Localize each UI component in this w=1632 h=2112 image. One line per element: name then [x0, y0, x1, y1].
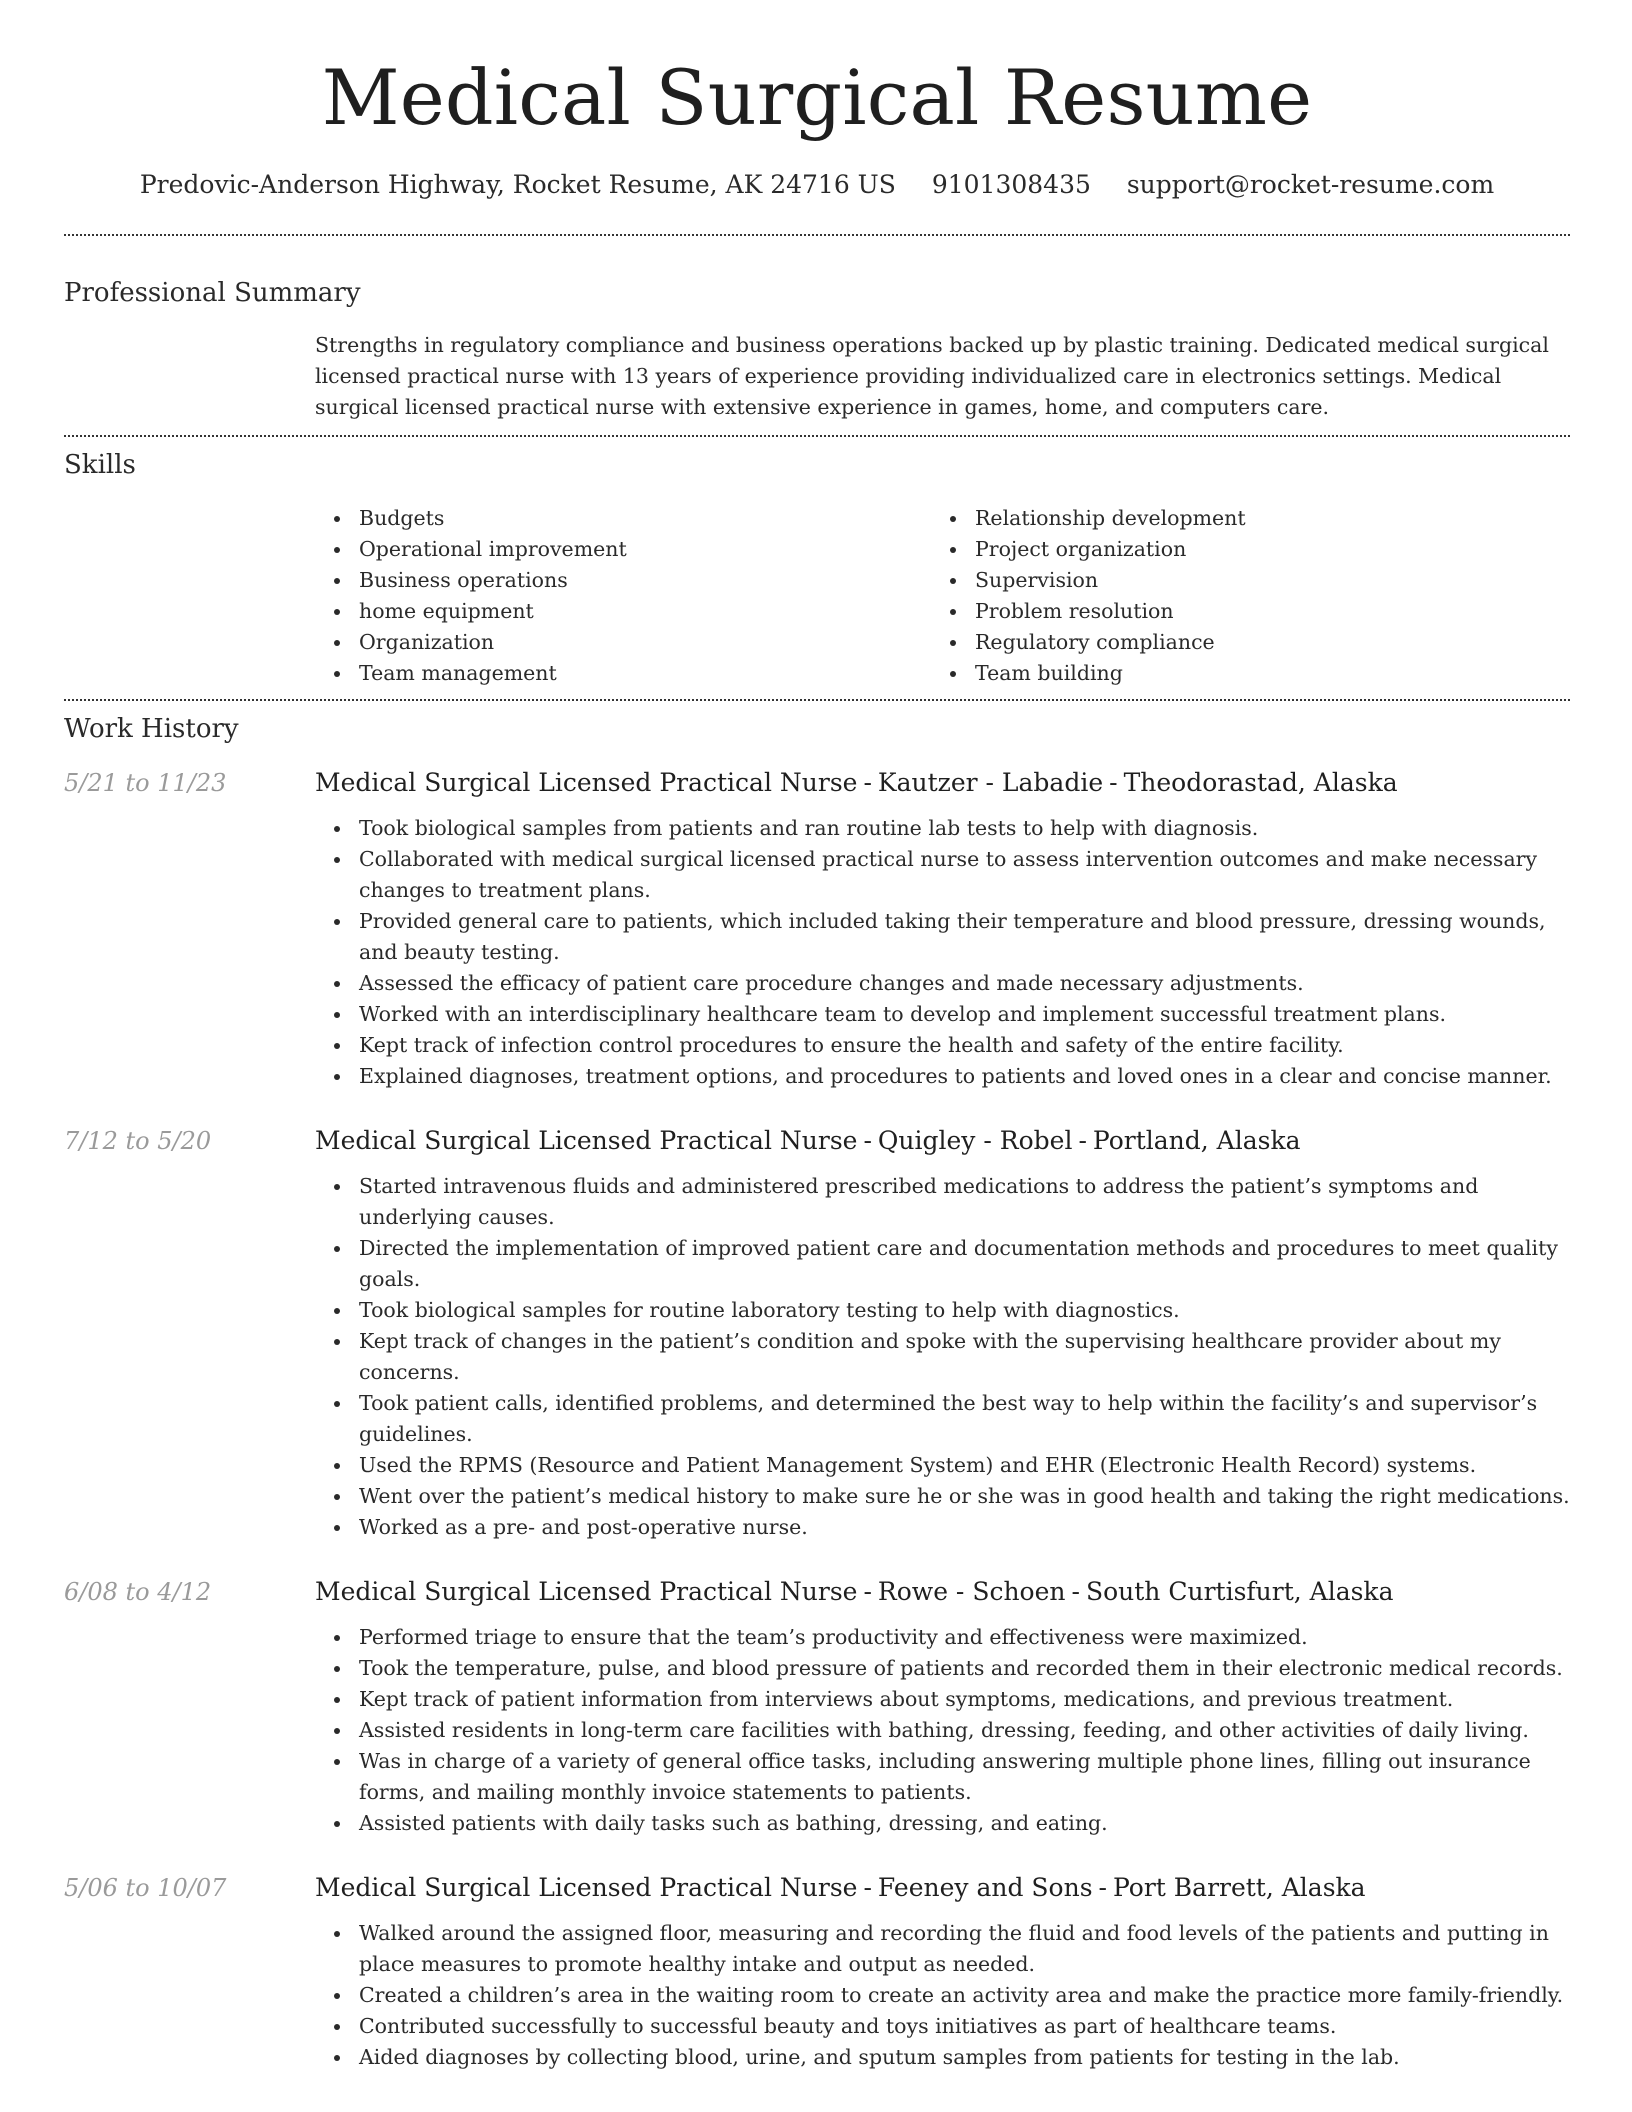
job-bullet: Explained diagnoses, treatment options, and procedures to patients and loved ones in a clear and concise manner. [315, 1061, 1570, 1092]
job-dates: 6/08 to 4/12 [64, 1578, 212, 1606]
job-heading: Medical Surgical Licensed Practical Nurse - Feeney and Sons - Port Barrett, Alaska [315, 1873, 1366, 1902]
job-bullet: Provided general care to patients, which included taking their temperature and blood pressure, dressing wounds, and beauty testing. [315, 906, 1570, 968]
skill-item: Problem resolution [931, 596, 1547, 627]
job-title: Medical Surgical Licensed Practical Nurse [315, 1577, 858, 1606]
job-company: Rowe - Schoen [877, 1577, 1066, 1606]
job-bullet: Took the temperature, pulse, and blood pressure of patients and recorded them in their electronic medical records. [315, 1653, 1570, 1684]
summary-text: Strengths in regulatory compliance and business operations backed up by plastic training. Dedicated medical surgical licensed practical nurse with 13 years of experience providing individualized care in electronics settings. Medical surgical licensed practical nurse with extensive experience in games, home, and computers care. [315, 333, 1549, 419]
contact-line [64, 168, 1570, 202]
job-bullet: Contributed successfully to successful beauty and toys initiatives as part of healthcare teams. [315, 2011, 1570, 2042]
skill-item: Budgets [315, 503, 931, 534]
job-entry [64, 1872, 1570, 2073]
job-bullet: Kept track of patient information from interviews about symptoms, medications, and previous treatment. [315, 1684, 1570, 1715]
job-bullets [315, 1622, 1570, 1839]
job-bullet: Used the RPMS (Resource and Patient Management System) and EHR (Electronic Health Record) systems. [315, 1450, 1570, 1481]
skill-item: Operational improvement [315, 534, 931, 565]
section-heading-skills: Skills [64, 450, 136, 480]
skill-item: Business operations [315, 565, 931, 596]
job-bullet: Assisted patients with daily tasks such as bathing, dressing, and eating. [315, 1808, 1570, 1839]
job-bullet: Aided diagnoses by collecting blood, urine, and sputum samples from patients for testing in the lab. [315, 2042, 1570, 2073]
job-company: Feeney and Sons [877, 1873, 1093, 1902]
job-bullet: Took biological samples from patients and ran routine lab tests to help with diagnosis. [315, 813, 1570, 844]
job-dates: 5/21 to 11/23 [64, 769, 227, 797]
job-location: South Curtisfurt, Alaska [1085, 1577, 1394, 1606]
job-company: Kautzer - Labadie [877, 768, 1104, 797]
job-bullet: Assessed the efficacy of patient care procedure changes and made necessary adjustments. [315, 968, 1570, 999]
skill-item: Regulatory compliance [931, 627, 1547, 658]
job-bullet: Collaborated with medical surgical licensed practical nurse to assess intervention outcomes and make necessary changes to treatment plans. [315, 844, 1570, 906]
job-bullet: Was in charge of a variety of general office tasks, including answering multiple phone lines, filling out insurance forms, and mailing monthly invoice statements to patients. [315, 1746, 1570, 1808]
job-location: Theodorastad, Alaska [1123, 768, 1398, 797]
job-location: Portland, Alaska [1092, 1126, 1301, 1155]
job-bullet: Took biological samples for routine laboratory testing to help with diagnostics. [315, 1295, 1570, 1326]
skills-column-left [315, 503, 931, 689]
job-title: Medical Surgical Licensed Practical Nurse [315, 1126, 858, 1155]
job-bullets [315, 1918, 1570, 2073]
job-bullet: Directed the implementation of improved patient care and documentation methods and procedures to meet quality goals. [315, 1233, 1570, 1295]
job-bullet: Took patient calls, identified problems, and determined the best way to help within the facility’s and supervisor’s guidelines. [315, 1388, 1570, 1450]
skill-item: Organization [315, 627, 931, 658]
job-bullet: Walked around the assigned floor, measuring and recording the fluid and food levels of the patients and putting in place measures to promote healthy intake and output as needed. [315, 1918, 1570, 1980]
divider [64, 699, 1570, 701]
job-heading: Medical Surgical Licensed Practical Nurse - Kautzer - Labadie - Theodorastad, Alaska [315, 768, 1398, 797]
job-company: Quigley - Robel [877, 1126, 1073, 1155]
skill-item: Team building [931, 658, 1547, 689]
job-bullet: Went over the patient’s medical history to make sure he or she was in good health and taking the right medications. [315, 1481, 1570, 1512]
skill-item: Team management [315, 658, 931, 689]
job-bullet: Kept track of infection control procedures to ensure the health and safety of the entire facility. [315, 1030, 1570, 1061]
skills-list [315, 503, 1570, 689]
job-bullet: Started intravenous fluids and administered prescribed medications to address the patient’s symptoms and underlying causes. [315, 1171, 1570, 1233]
skill-item: Project organization [931, 534, 1547, 565]
job-bullets [315, 813, 1570, 1092]
job-dates: 7/12 to 5/20 [64, 1127, 212, 1155]
skills-column-right [931, 503, 1547, 689]
divider [64, 234, 1570, 236]
work-history-section [64, 713, 1570, 2073]
section-heading-work-history: Work History [64, 714, 239, 744]
job-dates: 5/06 to 10/07 [64, 1874, 227, 1902]
contact-address: Predovic-Anderson Highway, Rocket Resume, AK 24716 US [139, 170, 896, 199]
skill-item: home equipment [315, 596, 931, 627]
job-entry [64, 1125, 1570, 1543]
job-bullet: Worked as a pre- and post-operative nurse. [315, 1512, 1570, 1543]
job-entry [64, 767, 1570, 1092]
job-bullet: Assisted residents in long-term care facilities with bathing, dressing, feeding, and other activities of daily living. [315, 1715, 1570, 1746]
divider [64, 435, 1570, 437]
resume-page [64, 0, 1570, 2112]
job-location: Port Barrett, Alaska [1112, 1873, 1366, 1902]
job-title: Medical Surgical Licensed Practical Nurse [315, 768, 858, 797]
contact-phone: 9101308435 [931, 170, 1091, 199]
job-bullets [315, 1171, 1570, 1543]
job-bullet: Worked with an interdisciplinary healthcare team to develop and implement successful treatment plans. [315, 999, 1570, 1030]
professional-summary-section [64, 277, 1570, 423]
job-bullet: Created a children’s area in the waiting room to create an activity area and make the practice more family-friendly. [315, 1980, 1570, 2011]
job-bullet: Kept track of changes in the patient’s condition and spoke with the supervising healthcare provider about my concerns. [315, 1326, 1570, 1388]
contact-email: support@rocket-resume.com [1126, 170, 1495, 199]
job-entry [64, 1576, 1570, 1839]
skills-section [64, 449, 1570, 689]
section-heading-summary: Professional Summary [64, 278, 361, 308]
job-title: Medical Surgical Licensed Practical Nurse [315, 1873, 858, 1902]
resume-title: Medical Surgical Resume [321, 53, 1313, 142]
job-heading: Medical Surgical Licensed Practical Nurse - Quigley - Robel - Portland, Alaska [315, 1126, 1301, 1155]
skill-item: Relationship development [931, 503, 1547, 534]
skill-item: Supervision [931, 565, 1547, 596]
job-heading: Medical Surgical Licensed Practical Nurse - Rowe - Schoen - South Curtisfurt, Alaska [315, 1577, 1394, 1606]
job-bullet: Performed triage to ensure that the team’s productivity and effectiveness were maximized. [315, 1622, 1570, 1653]
